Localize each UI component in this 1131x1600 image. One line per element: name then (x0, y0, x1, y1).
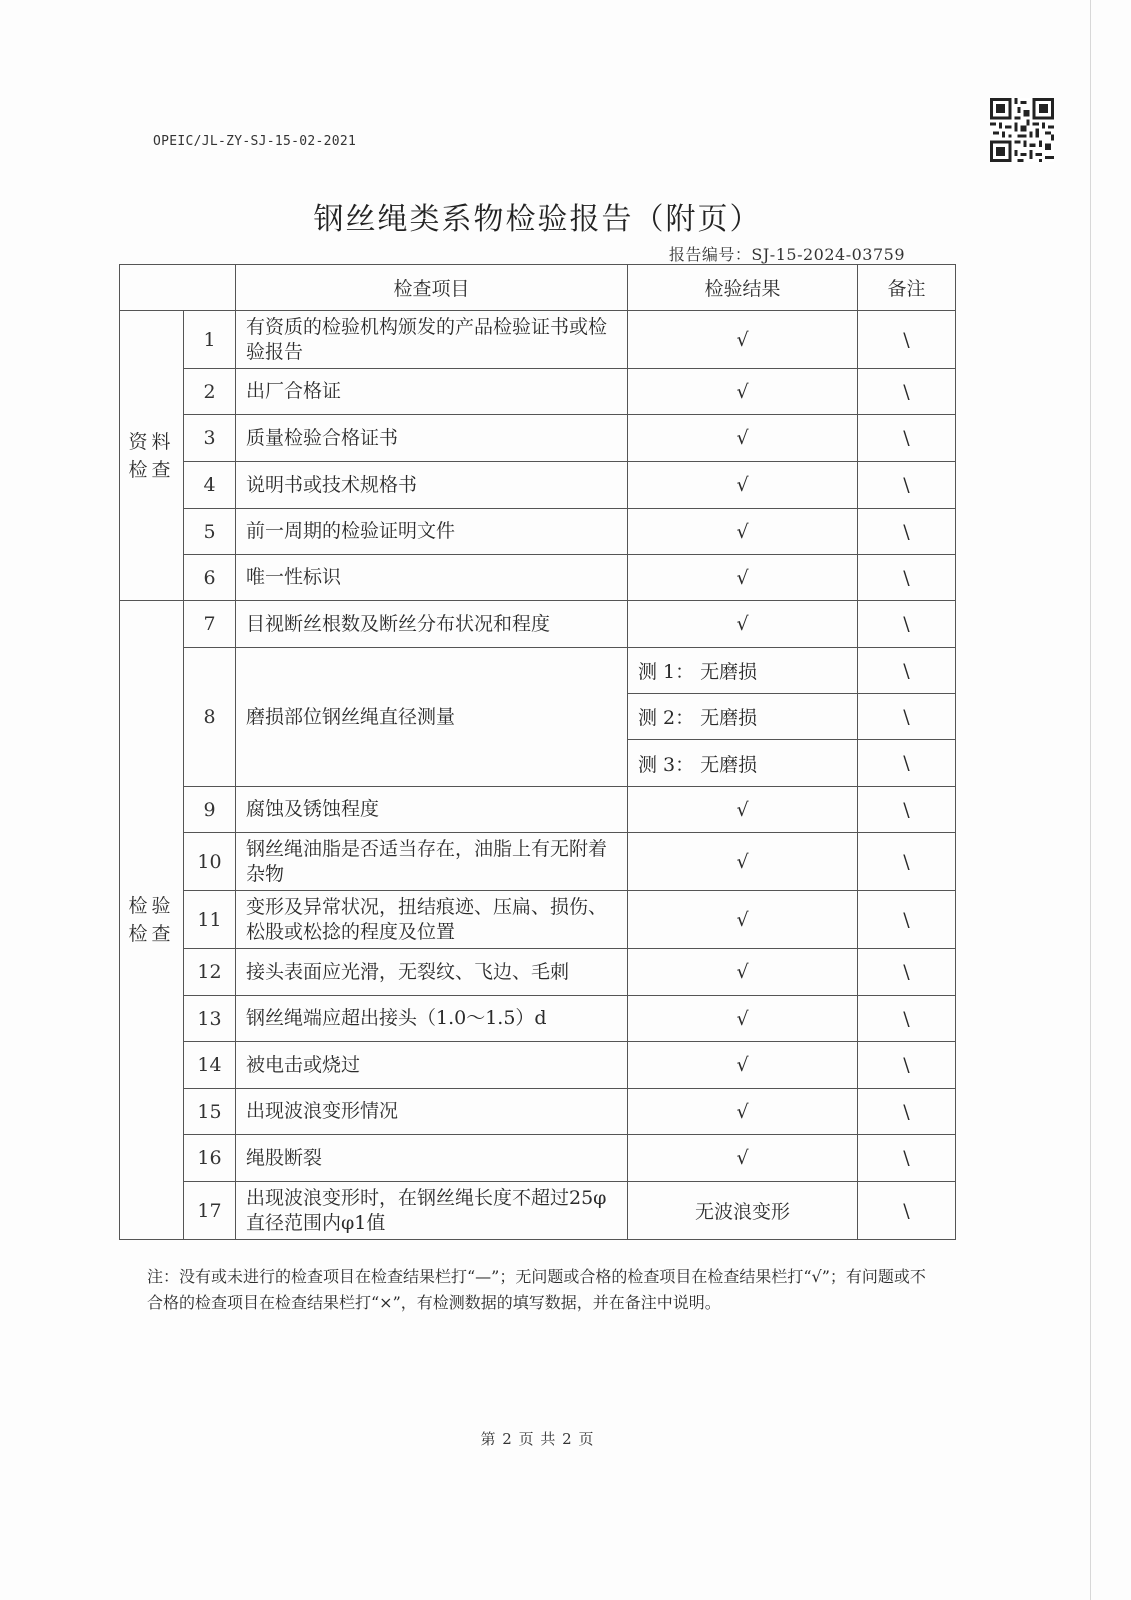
row-remark: \ (858, 1042, 956, 1089)
row-number: 12 (184, 949, 236, 996)
row-result: √ (628, 311, 858, 369)
footnote: 注：没有或未进行的检查项目在检查结果栏打“—”；无问题或合格的检查项目在检查结果栏打“√”；有问题或不合格的检查项目在检查结果栏打“×”，有检测数据的填写数据，并在备注中说明。 (147, 1267, 926, 1312)
row-result: √ (628, 462, 858, 509)
row-result: √ (628, 1042, 858, 1089)
document-code: OPEIC/JL-ZY-SJ-15-02-2021 (153, 134, 357, 149)
row-item: 质量检验合格证书 (236, 415, 628, 462)
row-item: 前一周期的检验证明文件 (236, 509, 628, 555)
table-row (120, 415, 956, 462)
header-item: 检查项目 (236, 265, 628, 311)
row-item: 腐蚀及锈蚀程度 (236, 787, 628, 833)
row-number: 16 (184, 1135, 236, 1182)
row-result: √ (628, 369, 858, 415)
row-result: √ (628, 1089, 858, 1135)
row-item: 钢丝绳端应超出接头（1.0～1.5）d (236, 996, 628, 1042)
row-remark: \ (858, 891, 956, 949)
row-remark: \ (858, 509, 956, 555)
row-item: 接头表面应光滑，无裂纹、飞边、毛刺 (236, 949, 628, 996)
row-remark: \ (858, 740, 956, 787)
row-item: 说明书或技术规格书 (236, 462, 628, 509)
row-result: √ (628, 996, 858, 1042)
row-item: 出现波浪变形时，在钢丝绳长度不超过25φ直径范围内φ1值 (236, 1182, 628, 1240)
header-remark: 备注 (858, 265, 956, 311)
row-number: 15 (184, 1089, 236, 1135)
row-result: √ (628, 555, 858, 601)
table-header-row (120, 265, 956, 311)
category-document-check: 资料 检查 (120, 311, 184, 601)
table-row (120, 833, 956, 891)
row-result: 无波浪变形 (628, 1182, 858, 1240)
qr-code (990, 98, 1054, 162)
table-row (120, 891, 956, 949)
row-result: √ (628, 509, 858, 555)
table-row (120, 648, 956, 694)
row-number: 6 (184, 555, 236, 601)
row-remark: \ (858, 1135, 956, 1182)
row-number: 5 (184, 509, 236, 555)
row-result: 测 1： 无磨损 (628, 648, 858, 694)
row-item: 变形及异常状况，扭结痕迹、压扁、损伤、松股或松捻的程度及位置 (236, 891, 628, 949)
row-remark: \ (858, 648, 956, 694)
row-number: 8 (184, 648, 236, 787)
row-item: 绳股断裂 (236, 1135, 628, 1182)
row-remark: \ (858, 694, 956, 740)
row-number: 13 (184, 996, 236, 1042)
table-row (120, 1182, 956, 1240)
table-row (120, 1089, 956, 1135)
table-row (120, 787, 956, 833)
row-item: 唯一性标识 (236, 555, 628, 601)
row-number: 10 (184, 833, 236, 891)
row-result: √ (628, 1135, 858, 1182)
row-result: √ (628, 601, 858, 648)
row-remark: \ (858, 601, 956, 648)
header-blank (120, 265, 236, 311)
row-item: 目视断丝根数及断丝分布状况和程度 (236, 601, 628, 648)
report-number: 报告编号：SJ-15-2024-03759 (668, 245, 905, 264)
row-number: 3 (184, 415, 236, 462)
page-title: 钢丝绳类系物检验报告（附页） (313, 202, 762, 237)
table-row (120, 1135, 956, 1182)
row-number: 7 (184, 601, 236, 648)
inspection-table (119, 264, 956, 1240)
page-number: 第 2 页 共 2 页 (480, 1430, 595, 1448)
row-result: 测 3： 无磨损 (628, 740, 858, 787)
row-remark: \ (858, 555, 956, 601)
header-result: 检验结果 (628, 265, 858, 311)
table-row (120, 311, 956, 369)
row-number: 17 (184, 1182, 236, 1240)
table-row (120, 601, 956, 648)
row-remark: \ (858, 311, 956, 369)
row-item: 磨损部位钢丝绳直径测量 (236, 648, 628, 787)
row-item: 有资质的检验机构颁发的产品检验证书或检验报告 (236, 311, 628, 369)
row-item: 钢丝绳油脂是否适当存在，油脂上有无附着杂物 (236, 833, 628, 891)
row-remark: \ (858, 949, 956, 996)
row-result: 测 2： 无磨损 (628, 694, 858, 740)
row-result: √ (628, 787, 858, 833)
row-remark: \ (858, 415, 956, 462)
row-number: 14 (184, 1042, 236, 1089)
row-number: 4 (184, 462, 236, 509)
row-item: 被电击或烧过 (236, 1042, 628, 1089)
row-remark: \ (858, 787, 956, 833)
row-result: √ (628, 949, 858, 996)
row-number: 9 (184, 787, 236, 833)
row-number: 2 (184, 369, 236, 415)
table-row (120, 949, 956, 996)
table-row (120, 996, 956, 1042)
table-row (120, 555, 956, 601)
row-item: 出现波浪变形情况 (236, 1089, 628, 1135)
row-number: 1 (184, 311, 236, 369)
table-row (120, 509, 956, 555)
table-row (120, 369, 956, 415)
row-remark: \ (858, 1089, 956, 1135)
row-remark: \ (858, 462, 956, 509)
row-result: √ (628, 833, 858, 891)
row-item: 出厂合格证 (236, 369, 628, 415)
row-result: √ (628, 891, 858, 949)
row-remark: \ (858, 996, 956, 1042)
row-result: √ (628, 415, 858, 462)
table-row (120, 462, 956, 509)
category-inspection-check: 检验 检查 (120, 601, 184, 1240)
table-row (120, 1042, 956, 1089)
row-number: 11 (184, 891, 236, 949)
row-remark: \ (858, 833, 956, 891)
row-remark: \ (858, 1182, 956, 1240)
row-remark: \ (858, 369, 956, 415)
page-edge-line (1090, 0, 1091, 1600)
